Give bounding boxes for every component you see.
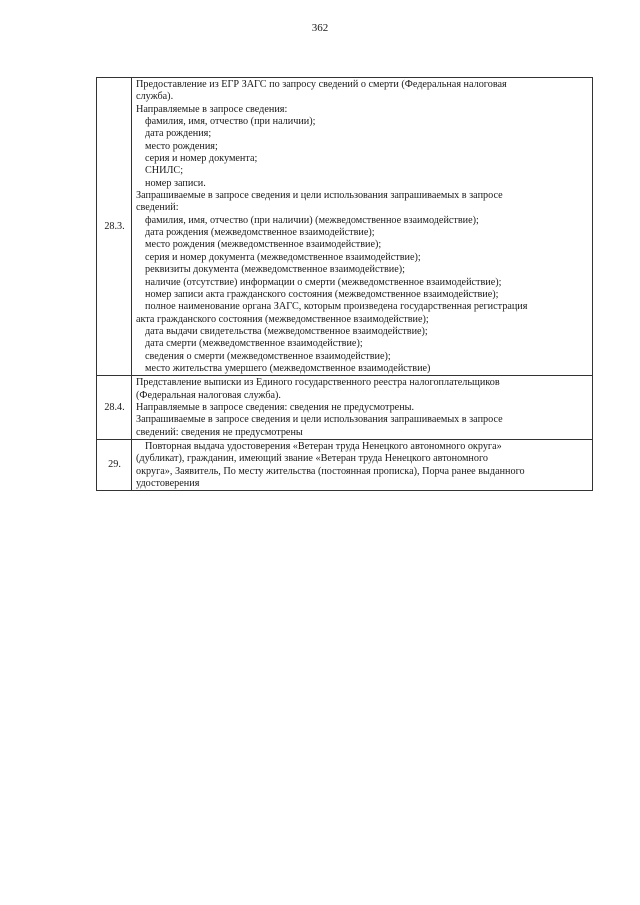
content-line: дата смерти (межведомственное взаимодействие); [145,338,363,350]
content-line: место рождения; [145,140,218,152]
content-line: серия и номер документа; [145,153,258,165]
row-content [132,439,593,490]
page-number: 362 [311,22,329,34]
content-line: сведения о смерти (межведомственное взаимодействие); [145,350,391,362]
row-content [132,78,593,376]
table-row [97,376,593,440]
content-line: фамилия, имя, отчество (при наличии) (межведомственное взаимодействие); [145,214,479,226]
content-line: служба). [136,91,174,103]
content-line: реквизиты документа (межведомственное взаимодействие); [145,264,405,276]
content-line: сведений: [136,202,179,214]
content-line: дата рождения; [145,128,212,140]
content-line: место жительства умершего (межведомственное взаимодействие) [145,362,431,374]
content-line: номер записи акта гражданского состояния (межведомственное взаимодействие); [145,288,499,300]
content-line: (Федеральная налоговая служба). [136,389,281,401]
content-line: Повторная выдача удостоверения «Ветеран труда Ненецкого автономного округа» [145,440,502,452]
row-number: 28.4. [97,376,132,440]
content-line: акта гражданского состояния (межведомственное взаимодействие); [136,313,429,325]
services-table [96,77,593,491]
content-line: полное наименование органа ЗАГС, которым произведена государственная регистрация [145,301,528,313]
content-line: Запрашиваемые в запросе сведения и цели использования запрашиваемых в запросе [136,190,503,202]
content-line: фамилия, имя, отчество (при наличии); [145,116,316,128]
content-line: Предоставление из ЕГР ЗАГС по запросу сведений о смерти (Федеральная налоговая [136,79,507,90]
content-line: наличие (отсутствие) информации о смерти (межведомственное взаимодействие); [145,276,502,288]
content-line: серия и номер документа (межведомственное взаимодействие); [145,251,421,263]
content-line: сведений: сведения не предусмотрены [136,426,303,438]
row-number: 28.3. [97,78,132,376]
content-line: место рождения (межведомственное взаимодействие); [145,239,382,251]
content-line: номер записи. [145,177,206,189]
content-line: Представление выписки из Единого государственного реестра налогоплательщиков [136,377,500,389]
content-line: округа», Заявитель, По месту жительства (постоянная прописка), Порча ранее выданного [136,465,525,477]
content-line: Направляемые в запросе сведения: [136,103,288,115]
content-line: дата рождения (межведомственное взаимодействие); [145,227,375,239]
content-line: (дубликат), гражданин, имеющий звание «Ветеран труда Ненецкого автономного [136,453,488,465]
content-line: СНИЛС; [145,165,184,177]
content-line: Запрашиваемые в запросе сведения и цели использования запрашиваемых в запросе [136,414,503,426]
table-body [97,78,593,491]
table-row [97,78,593,376]
row-number: 29. [97,439,132,490]
content-line: удостоверения [136,478,200,489]
content-line: дата выдачи свидетельства (межведомственное взаимодействие); [145,325,428,337]
row-content [132,376,593,440]
table-row [97,439,593,490]
content-line: Направляемые в запросе сведения: сведения не предусмотрены. [136,401,415,413]
